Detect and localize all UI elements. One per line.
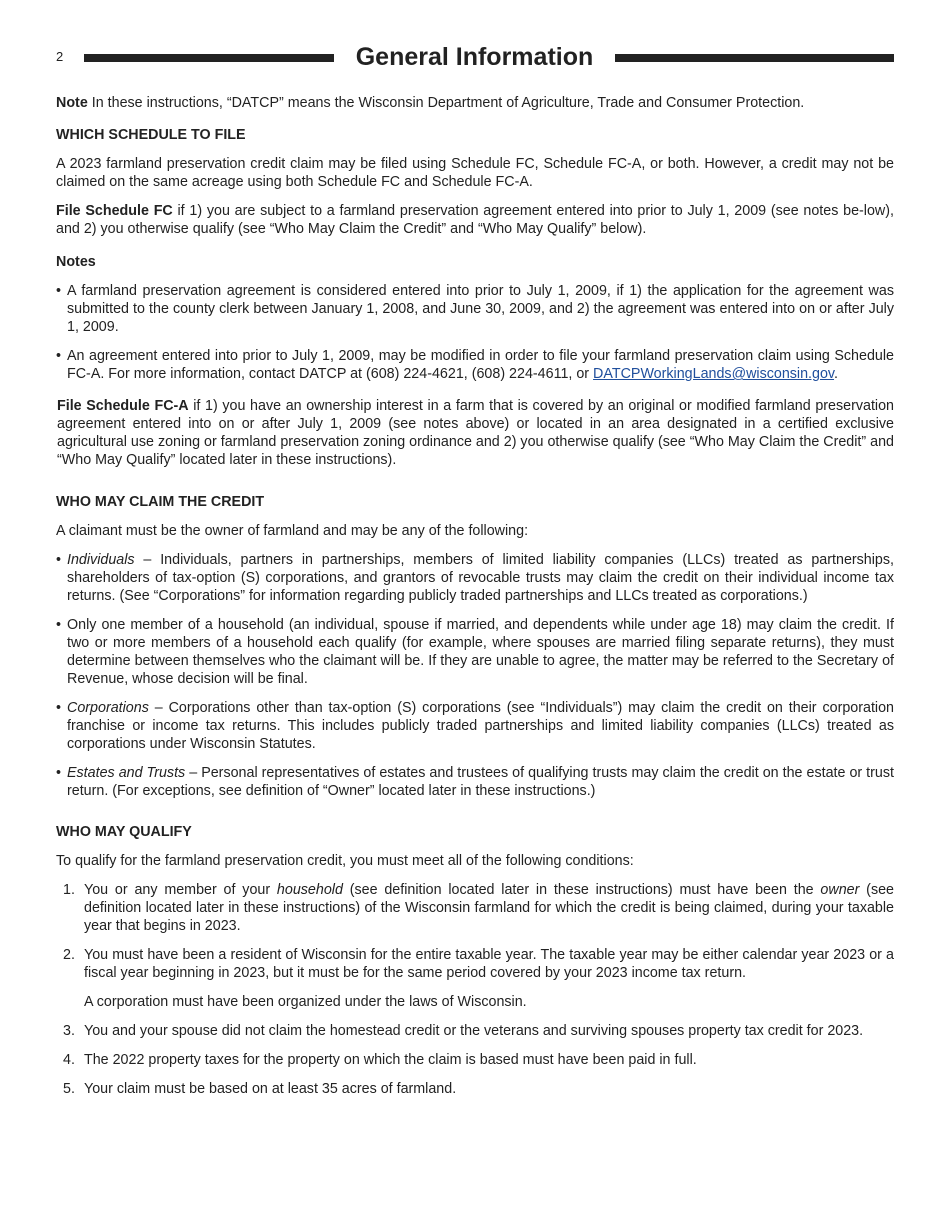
bullet-icon: • (56, 552, 62, 568)
note-2-text: An agreement entered into prior to July 1, 2009, may be modified in order to file your farmland preservation claim using Schedule FC-A. For more information, contact DATCP at (608) 224-4621, (608) 224-4611, or (67, 348, 894, 382)
list-item (56, 699, 894, 753)
item-number: 2. (63, 947, 75, 963)
note-label: Note (56, 95, 88, 111)
item-number: 1. (63, 882, 75, 898)
corporations-text: – Corporations other than tax-option (S) corporations (see “Individuals”) may claim the credit on their corporation franchise or income tax returns. This includes publicly traded partnerships and limited liability companies (LLCs) treated as corporations under Wisconsin Statutes. (67, 700, 894, 752)
item-1-owner: owner (820, 882, 860, 898)
page-title: General Information (355, 43, 594, 71)
item-2-sub-text: A corporation must have been organized under the laws of Wisconsin. (84, 994, 527, 1010)
header-rule-right (615, 54, 894, 62)
bullet-icon: • (56, 617, 62, 633)
file-fca-text: if 1) you have an ownership interest in a farm that is covered by an original or modified farmland preservation agreement entered into on or after July 1, 2009 (see notes above) or located in an area designated in a certified exclusive agricultural use zoning or farmland preservation zoning ordinance and 2) you otherwise qualify (see “Who May Claim the Credit” and “Who May Qualify” located later in these instructions). (57, 398, 894, 468)
bullet-icon: • (56, 348, 62, 364)
bullet-icon: • (56, 283, 62, 299)
item-4-text: The 2022 property taxes for the property on which the claim is based must have been paid in full. (84, 1052, 697, 1068)
who-may-qualify-heading: WHO MAY QUALIFY (56, 824, 192, 840)
bullet-icon: • (56, 765, 62, 781)
list-item (56, 1080, 894, 1098)
notes-heading: Notes (56, 254, 96, 270)
page-number: 2 (56, 49, 64, 64)
datcp-email-link[interactable]: DATCPWorkingLands@wisconsin.gov (593, 366, 835, 382)
list-item (56, 616, 894, 688)
file-fca-label: File Schedule FC-A (57, 398, 189, 414)
who-may-claim-heading: WHO MAY CLAIM THE CREDIT (56, 494, 265, 510)
who-may-qualify-intro: To qualify for the farmland preservation credit, you must meet all of the following conditions: (56, 853, 634, 869)
list-item (56, 881, 894, 935)
main-content (56, 94, 894, 1109)
item-1-text-a: You or any member of your (84, 882, 277, 898)
list-item (56, 1051, 894, 1069)
item-3-text: You and your spouse did not claim the homestead credit or the veterans and surviving spouses property tax credit for 2023. (84, 1023, 864, 1039)
which-schedule-heading: WHICH SCHEDULE TO FILE (56, 127, 246, 143)
list-item (56, 282, 894, 336)
note-text: In these instructions, “DATCP” means the Wisconsin Department of Agriculture, Trade and Consumer Protection. (87, 95, 805, 111)
header-rule-left (84, 54, 334, 62)
file-fca-paragraph (56, 397, 894, 469)
page-header (56, 40, 894, 76)
item-1-text-b: (see definition located later in these instructions) must have been the (342, 882, 821, 898)
bullet-icon: • (56, 700, 62, 716)
item-1-text-c: (see definition located later in these instructions) of the Wisconsin farmland for which the credit is being claimed, during your taxable year that begins in 2023. (84, 882, 894, 934)
file-fc-label: File Schedule FC (56, 203, 173, 219)
list-item (56, 551, 894, 605)
item-5-text: Your claim must be based on at least 35 acres of farmland. (84, 1081, 457, 1097)
list-item (56, 764, 894, 800)
file-fc-paragraph (56, 202, 894, 238)
household-text: Only one member of a household (an individual, spouse if married, and dependents while under age 18) may claim the credit. If two or more members of a household each qualify (for example, where spouses are married filing separate returns), they must determine between themselves who the claimant will be. If they are unable to agree, the matter may be referred to the Secretary of Revenue, whose decision will be final. (67, 617, 894, 687)
which-schedule-intro: A 2023 farmland preservation credit claim may be filed using Schedule FC, Schedule FC-A, or both. However, a credit may not be claimed on the same acreage using both Schedule FC and Schedule FC-A. (56, 156, 894, 190)
estates-text: – Personal representatives of estates and trustees of qualifying trusts may claim the credit on the estate or trust return. (For exceptions, see definition of “Owner” located later in these instructions.) (67, 765, 894, 799)
note-paragraph (56, 94, 894, 112)
note-2-end: . (834, 366, 839, 382)
item-2-text: You must have been a resident of Wisconsin for the entire taxable year. The taxable year may be either calendar year 2023 or a fiscal year beginning in 2023, but it must be for the same period covered by your 2023 income tax return. (84, 947, 894, 981)
list-item (56, 347, 894, 383)
item-number: 5. (63, 1081, 75, 1097)
list-item (56, 946, 894, 982)
note-1-text: A farmland preservation agreement is considered entered into prior to July 1, 2009, if 1) the application for the agreement was submitted to the county clerk between January 1, 2008, and June 30, 2009, and 2) the agreement was entered into on or after July 1, 2009. (67, 283, 894, 335)
estates-label: Estates and Trusts (67, 765, 186, 781)
item-1-household: household (276, 882, 343, 898)
who-may-claim-intro: A claimant must be the owner of farmland and may be any of the following: (56, 523, 529, 539)
item-number: 4. (63, 1052, 75, 1068)
individuals-text: – Individuals, partners in partnerships, members of limited liability companies (LLCs) treated as partnerships, shareholders of tax-option (S) corporations, and grantors of revocable trusts may claim the credit on their individual income tax returns. (See “Corporations” for information regarding publicly traded partnerships and LLCs treated as corporations.) (67, 552, 894, 604)
individuals-label: Individuals (67, 552, 135, 568)
file-fc-text: if 1) you are subject to a farmland preservation agreement entered into prior to July 1, 2009 (see notes be-low), and 2) you otherwise qualify (see “Who May Claim the Credit” and “Who May Qualify” below). (56, 203, 894, 237)
list-item (56, 1022, 894, 1040)
corporations-label: Corporations (67, 700, 149, 716)
item-number: 3. (63, 1023, 75, 1039)
